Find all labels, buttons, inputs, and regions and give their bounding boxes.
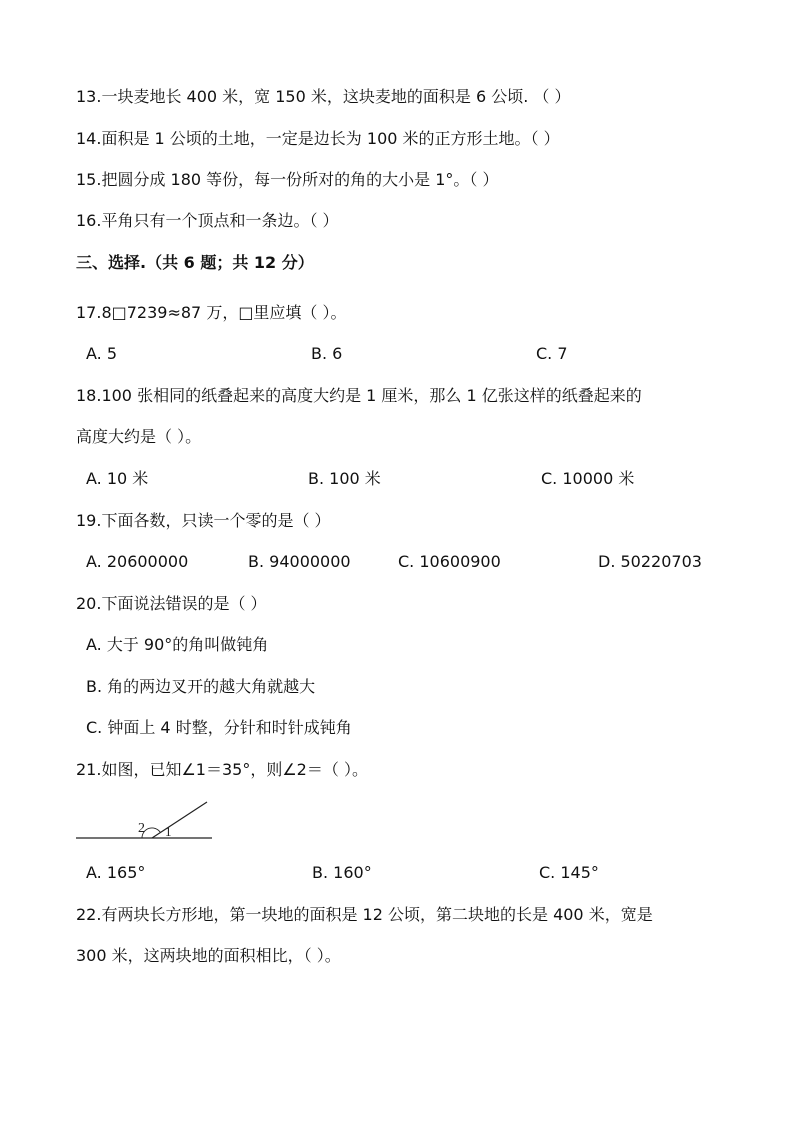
question-20: 20.下面说法错误的是（ ） [76, 594, 267, 613]
angle-figure [72, 796, 217, 844]
q19-option-b[interactable]: B. 94000000 [248, 552, 351, 571]
q17-option-c[interactable]: C. 7 [536, 344, 568, 363]
q20-option-c[interactable]: C. 钟面上 4 时整，分针和时针成钝角 [86, 718, 352, 737]
q21-option-a[interactable]: A. 165° [86, 863, 146, 882]
q20-option-a[interactable]: A. 大于 90°的角叫做钝角 [86, 635, 269, 654]
question-14: 14.面积是 1 公顷的土地，一定是边长为 100 米的正方形土地。（ ） [76, 129, 560, 148]
question-13: 13.一块麦地长 400 米，宽 150 米，这块麦地的面积是 6 公顷. （ ） [76, 87, 571, 106]
q21-option-b[interactable]: B. 160° [312, 863, 372, 882]
q17-option-b[interactable]: B. 6 [311, 344, 343, 363]
angle-label-1: 1 [165, 824, 172, 839]
angle-label-2: 2 [138, 821, 145, 836]
question-22-line-2: 300 米，这两块地的面积相比，（ ）。 [76, 946, 341, 965]
section-heading: 三、选择.（共 6 题；共 12 分） [76, 253, 314, 272]
question-22-line-1: 22.有两块长方形地，第一块地的面积是 12 公顷，第二块地的长是 400 米，宽是 [76, 905, 653, 924]
question-16: 16.平角只有一个顶点和一条边。（ ） [76, 211, 339, 230]
question-18-line-2: 高度大约是（ ）。 [76, 427, 202, 446]
question-18-line-1: 18.100 张相同的纸叠起来的高度大约是 1 厘米，那么 1 亿张这样的纸叠起来的 [76, 386, 642, 405]
question-21: 21.如图，已知∠1＝35°，则∠2＝（ ）。 [76, 760, 368, 779]
question-17: 17.8□7239≈87 万，□里应填（ ）。 [76, 303, 347, 322]
q19-option-d[interactable]: D. 50220703 [598, 552, 702, 571]
question-19: 19.下面各数，只读一个零的是（ ） [76, 511, 331, 530]
q20-option-b[interactable]: B. 角的两边叉开的越大角就越大 [86, 677, 316, 696]
q19-option-c[interactable]: C. 10600900 [398, 552, 501, 571]
q21-option-c[interactable]: C. 145° [539, 863, 599, 882]
ray [152, 802, 207, 838]
q18-option-a[interactable]: A. 10 米 [86, 469, 149, 488]
q18-option-b[interactable]: B. 100 米 [308, 469, 381, 488]
question-15: 15.把圆分成 180 等份，每一份所对的角的大小是 1°。（ ） [76, 170, 499, 189]
q18-option-c[interactable]: C. 10000 米 [541, 469, 635, 488]
q17-option-a[interactable]: A. 5 [86, 344, 118, 363]
q19-option-a[interactable]: A. 20600000 [86, 552, 189, 571]
